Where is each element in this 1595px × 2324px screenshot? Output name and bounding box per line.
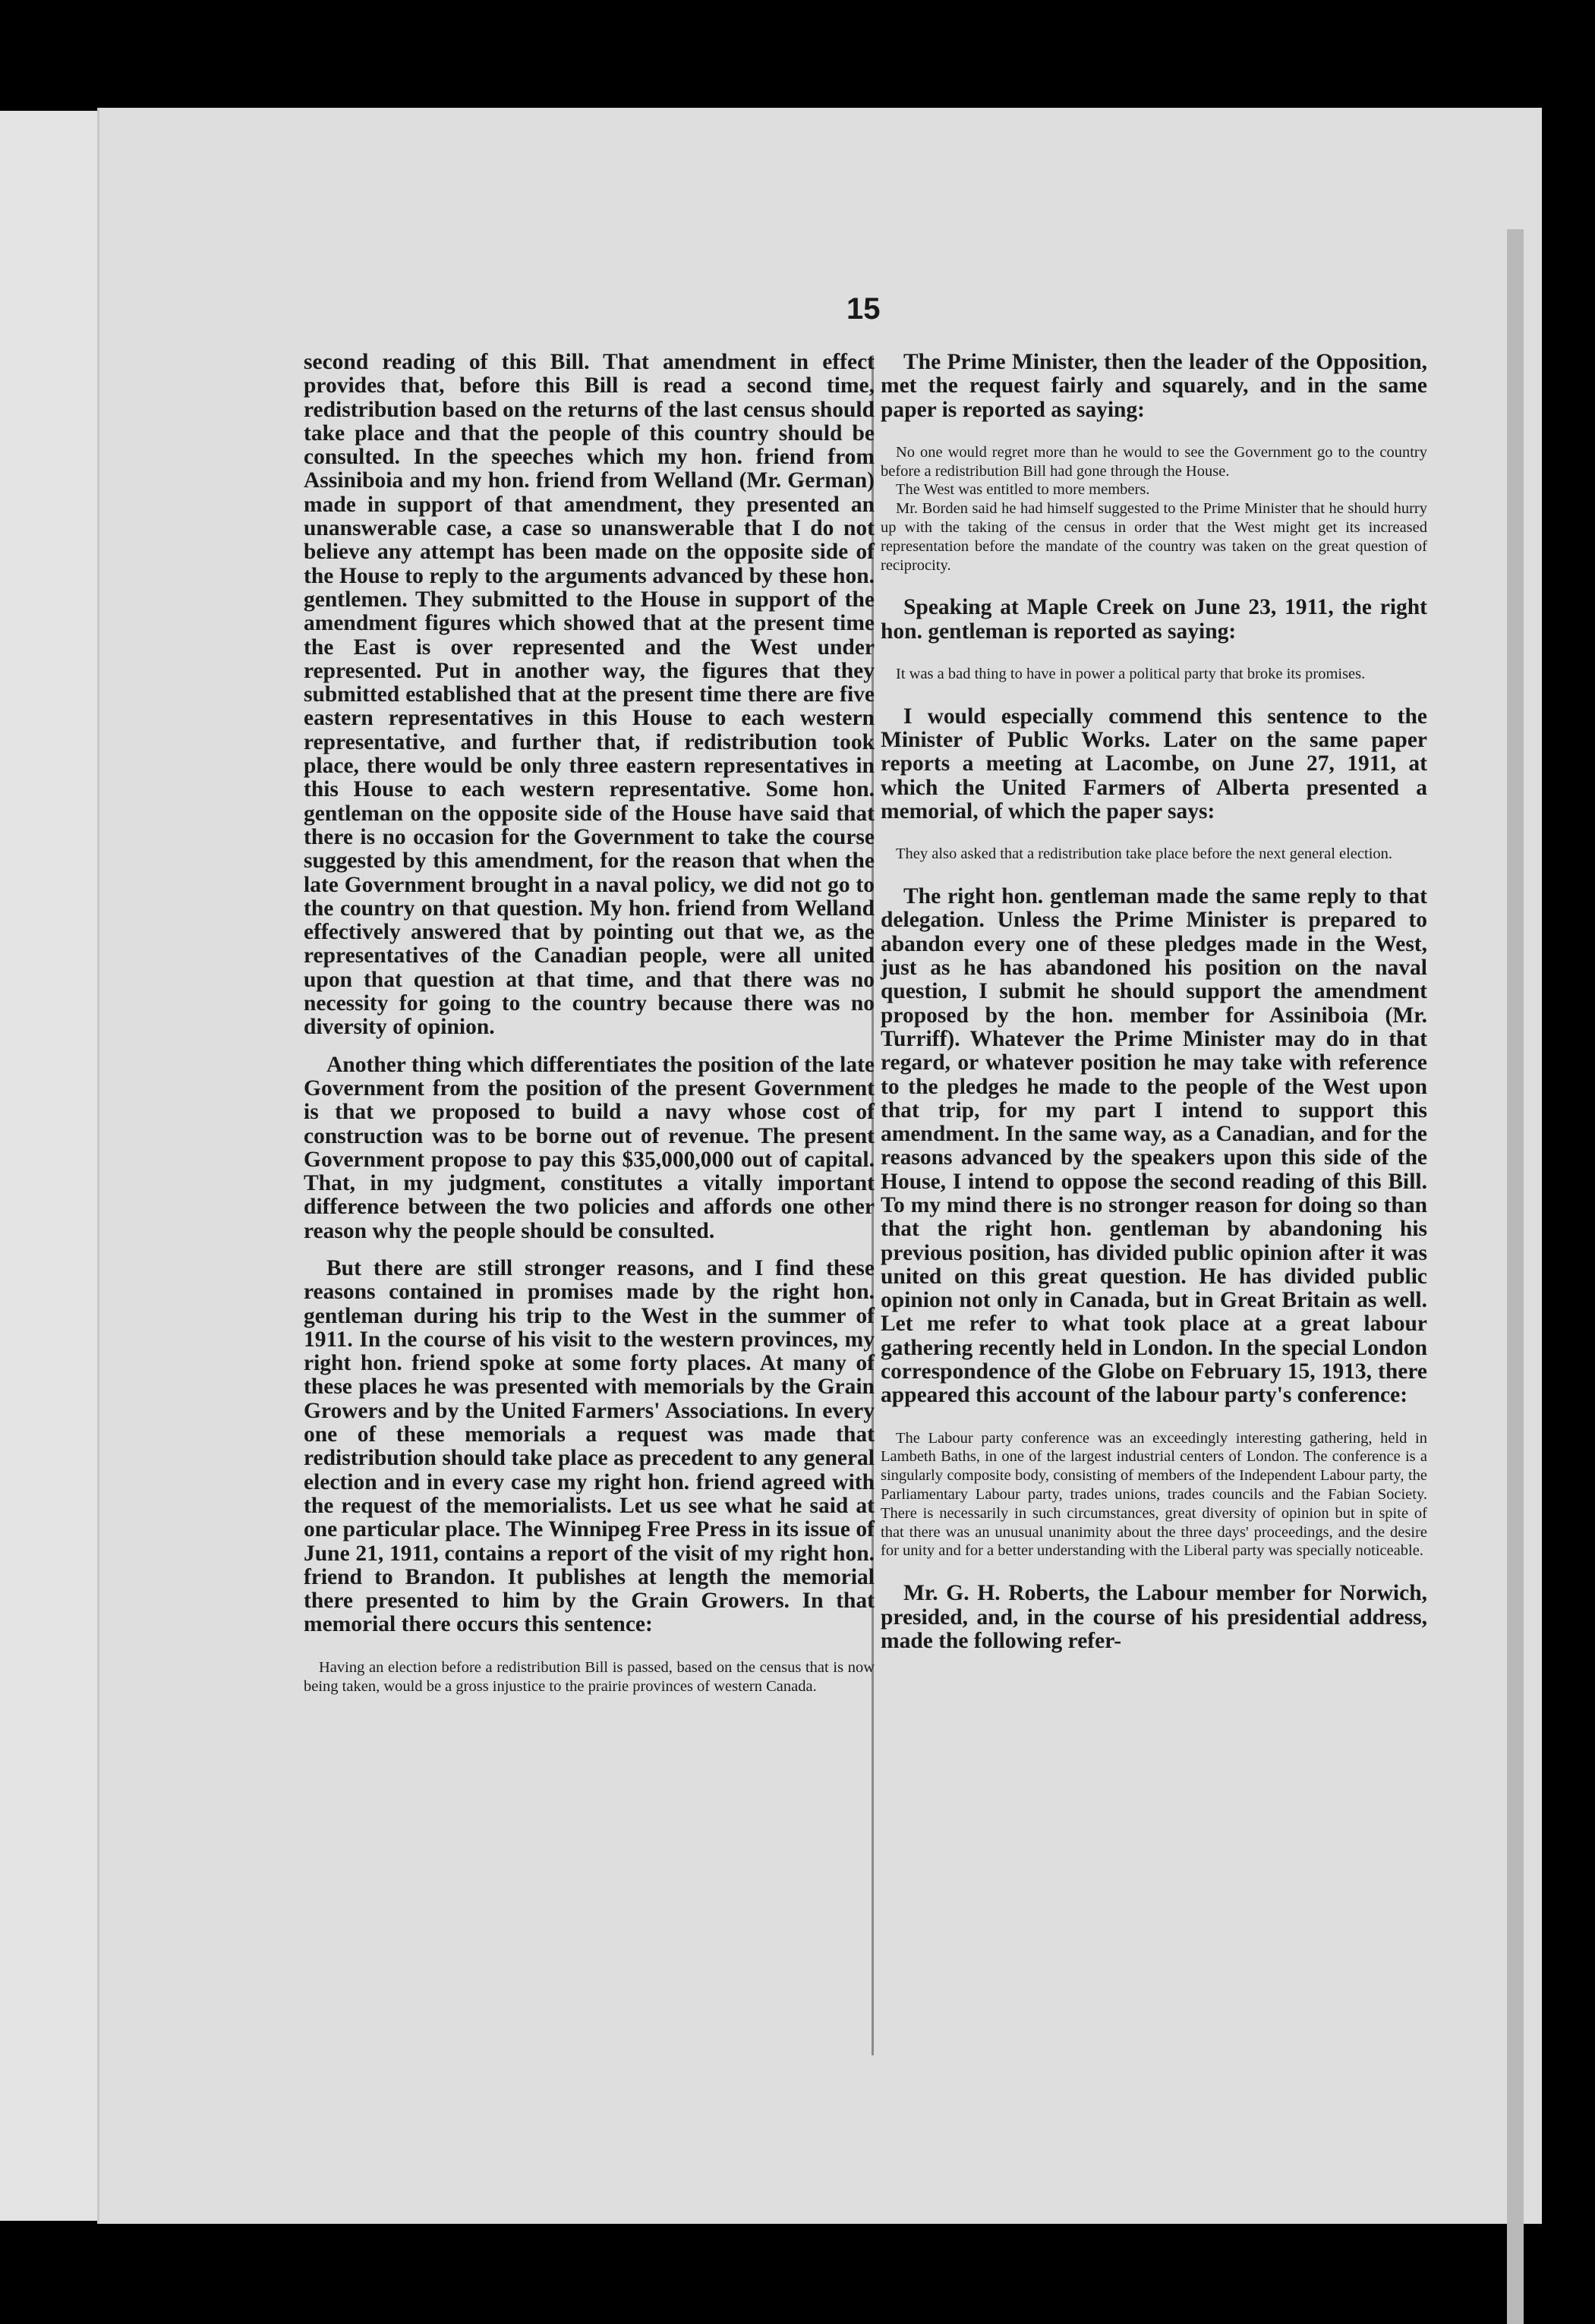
- block-quote: It was a bad thing to have in power a political party that broke its promises.: [896, 666, 1366, 683]
- block-quote: They also asked that a redistribution take place before the next general election.: [896, 846, 1393, 863]
- paragraph: Mr. G. H. Roberts, the Labour member for Norwich, presided, and, in the course of his presidential address, made the following refer-: [881, 1581, 1427, 1653]
- paragraph: But there are still stronger reasons, and I find these reasons contained in promises made by the right hon. gentleman during his trip to the West in the summer of 1911. In the course of his visit to the western provinces, my right hon. friend spoke at some forty places. At many of these places he was presented with memorials by the Grain Growers and by the United Farmers' Associations. In every one of these memorials a request was made that redistribution should take place as precedent to any general election and in every case my right hon. friend agreed with the request of the memorialists. Let us see what he said at one particular place. The Winnipeg Free Press in its issue of June 21, 1911, contains a report of the visit of my right hon. friend to Brandon. It publishes at length the memorial there presented to him by the Grain Growers. In that memorial there occurs this sentence:: [304, 1255, 875, 1637]
- paragraph: I would especially commend this sentence to the Minister of Public Works. Later on the same paper reports a meeting at Lacombe, on June 27, 1911, at which the United Farmers of Alberta presented a memorial, of which the paper says:: [881, 704, 1427, 824]
- paragraph: The right hon. gentleman made the same reply to that delegation. Unless the Prime Minister is prepared to abandon every one of these pledges made in the West, just as he has abandoned his position on the naval question, I submit he should support the amendment proposed by the hon. member for Assiniboia (Mr. Turriff). Whatever the Prime Minister may do in that regard, or whatever position he may take with reference to the pledges he made to the people of the West upon that trip, for my part I intend to support this amendment. In the same way, as a Canadian, and for the reasons advanced by the speakers upon this side of the House, I intend to oppose the second reading of this Bill. To my mind there is no stronger reason for doing so than that the right hon. gentleman by abandoning his previous position, has divided public opinion after it was united on this great question. He has divided public opinion not only in Canada, but in Great Britain as well. Let me refer to what took place at a great labour gathering recently held in London. In the special London correspondence of the Globe on February 15, 1913, there appeared this account of the labour party's conference:: [881, 884, 1427, 1408]
- block-quote: Having an election before a redistribution Bill is passed, based on the census that is now being taken, would be a gross injustice to the prairie provinces of western Canada.: [304, 1658, 875, 1695]
- block-quote: The Labour party conference was an exceedingly interesting gathering, held in Lambeth Baths, in one of the largest industrial centers of London. The conference is a singularly composite body, consisting of members of the Independent Labour party, the Parliamentary Labour party, trades unions, trades councils and the Fabian Society. There is necessarily in such circumstances, great diversity of opinion but in spite of that there was an unusual unanimity about the three days' proceedings, and the desire for unity and for a better understanding with the Liberal party was specially noticeable.: [881, 1429, 1427, 1560]
- block-quote: No one would regret more than he would to see the Government go to the country before a redistribution Bill had gone through the House.: [881, 443, 1427, 480]
- block-quote: Mr. Borden said he had himself suggested to the Prime Minister that he should hurry up with the taking of the census in order that the West might get its increased representation before the mandate of the country was taken on the great question of reciprocity.: [881, 500, 1427, 574]
- paragraph: The Prime Minister, then the leader of the Opposition, met the request fairly and squarely, and in the same paper is reported as saying:: [881, 350, 1427, 422]
- page-number: 15: [846, 292, 881, 326]
- page-gutter-shadow: [1507, 229, 1524, 2324]
- block-quote: The West was entitled to more members.: [896, 481, 1150, 499]
- paragraph: second reading of this Bill. That amendment in effect provides that, before this Bill is read a second time, redistribution based on the returns of the last census should take place and that the people of this country should be consulted. In the speeches which my hon. friend from Assiniboia and my hon. friend from Welland (Mr. German) made in support of that amendment, they presented an unanswerable case, a case so unanswerable that I do not believe any attempt has been made on the opposite side of the House to reply to the arguments advanced by these hon. gentlemen. They submitted to the House in support of the amendment figures which showed that at the present time the East is over represented and the West under represented. Put in another way, the figures that they submitted established that at the present time there are five eastern representatives in this House to each western representative, and further that, if redistribution took place, there would be only three eastern representatives in this House to each western representative. Some hon. gentleman on the opposite side of the House have said that there is no occasion for the Government to take the course suggested by this amendment, for the reason that when the late Government brought in a naval policy, we did not go to the country on that question. My hon. friend from Welland effectively answered that by pointing out that we, as the representatives of the Canadian people, were all united upon that question at that time, and that there was no necessity for going to the country because there was no diversity of opinion.: [304, 350, 875, 1040]
- right-column: [881, 351, 1427, 1653]
- paragraph: Speaking at Maple Creek on June 23, 1911, the right hon. gentleman is reported as saying:: [881, 595, 1427, 644]
- left-column: [304, 351, 875, 1696]
- paragraph: Another thing which differentiates the position of the late Government from the position of the present Government is that we proposed to build a navy whose cost of construction was to be borne out of revenue. The present Government propose to pay this $35,000,000 out of capital. That, in my judgment, constitutes a vitally important difference between the two policies and affords one other reason why the people should be consulted.: [304, 1052, 875, 1243]
